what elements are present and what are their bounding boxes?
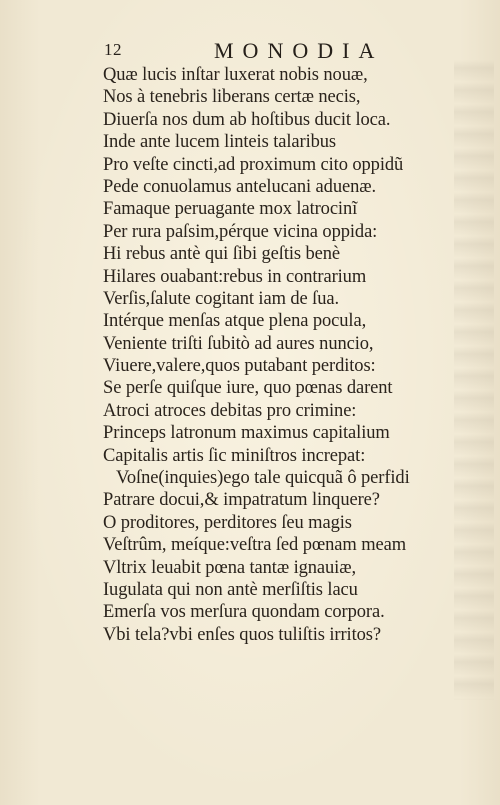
running-header — [104, 38, 484, 64]
verse-line: Se perſe quiſque iure, quo pœnas darent — [103, 378, 393, 399]
verse-line: Quæ lucis inſtar luxerat nobis nouæ, — [103, 65, 368, 85]
verse-line: Patrare docui,& impatratum linquere? — [103, 490, 380, 511]
verse-line: Veniente triſti ſubitò ad aures nuncio, — [103, 333, 374, 354]
verse-line: Per rura paſsim,pérque vicina oppida: — [103, 221, 378, 242]
verse-line: Vltrix leuabit pœna tantæ ignauiæ, — [103, 557, 356, 578]
verse-line: Emerſa vos merſura quondam corpora. — [103, 602, 385, 623]
verse-line: Veſtrûm, meíque:veſtra ſed pœnam meam — [103, 535, 406, 556]
verse-line: Hilares ouabant:rebus in contrarium — [103, 266, 367, 287]
verse-line: Inde ante lucem linteis talaribus — [103, 132, 337, 153]
verse-line: Atroci atroces debitas pro crimine: — [103, 400, 357, 421]
verse-line: Vbi tela?vbi enſes quos tuliſtis irritos? — [103, 624, 381, 645]
verse-line: Intérque menſas atque plena pocula, — [103, 311, 367, 332]
verse-line: Verſis,ſalute cogitant iam de ſua. — [103, 288, 339, 309]
verse-line: Viuere,valere,quos putabant perditos: — [103, 356, 376, 377]
verse-line: Hi rebus antè qui ſibi geſtis benè — [103, 244, 341, 265]
verse-line: Diuerſa nos dum ab hoſtibus ducit loca. — [103, 109, 391, 130]
poem-text — [103, 64, 488, 646]
verse-line: O proditores, perditores ſeu magis — [103, 512, 352, 533]
verse-line: Pede conuolamus antelucani aduenæ. — [103, 176, 376, 197]
verse-line: Pro veſte cincti,ad proximum cito oppidũ — [103, 154, 404, 175]
verse-line: Capitalis artis ſic miniſtros increpat: — [103, 445, 366, 466]
verse-line: Famaque peruagante mox latrocinĩ — [103, 199, 358, 220]
verse-line: Nos à tenebris liberans certæ necis, — [103, 87, 361, 108]
verse-line: Princeps latronum maximus capitalium — [103, 423, 390, 444]
running-title: MONODIA — [214, 38, 384, 63]
page-number: 12 — [104, 40, 122, 59]
verse-line: Voſne(inquies)ego tale quicquã ô perfidi — [116, 468, 410, 489]
verse-line: Iugulata qui non antè merſiſtis lacu — [103, 579, 358, 600]
